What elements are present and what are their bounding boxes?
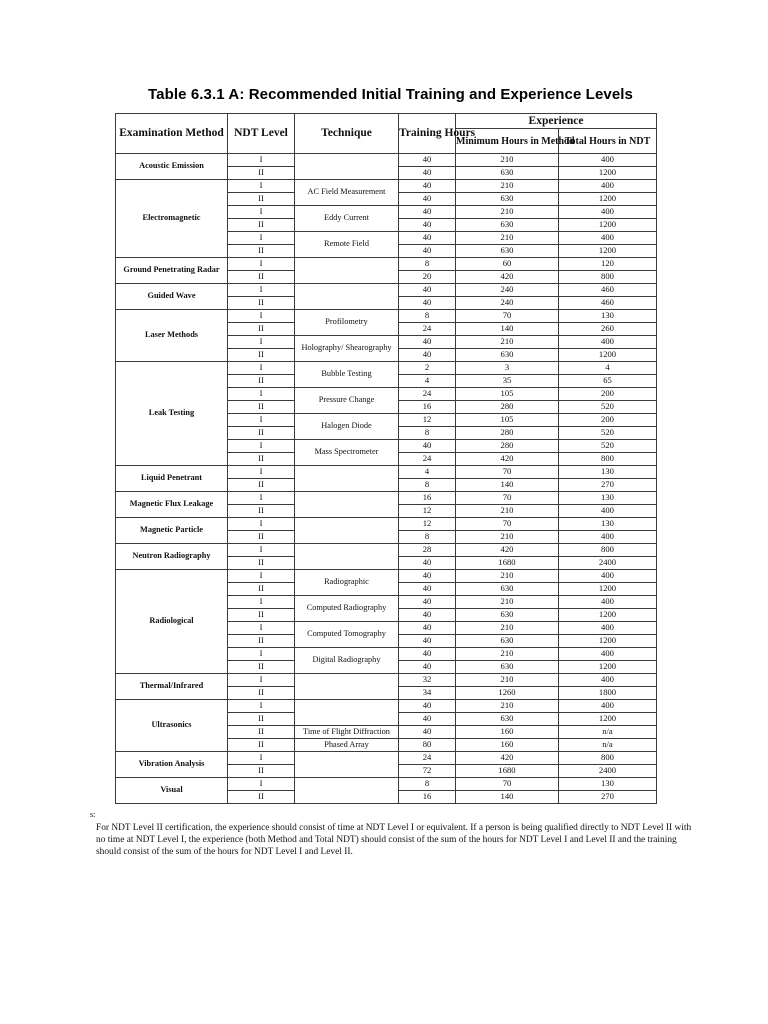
ndt-level-cell: I bbox=[228, 622, 295, 635]
total-hours-cell: 65 bbox=[559, 375, 657, 388]
examination-method-cell: Magnetic Particle bbox=[116, 518, 228, 544]
notes-text: For NDT Level II certification, the experience should consist of time at NDT Level I or equivalent. If a person is being qualified directly to NDT Level II with no time at NDT Level I, the experience (both Method and Total NDT) should consist of the sum of the hours for NDT Level I and Level II and the training should consist of the sum of the hours for NDT Level I and Level II. bbox=[96, 823, 692, 858]
minimum-hours-cell: 70 bbox=[456, 466, 559, 479]
total-hours-cell: 1200 bbox=[559, 661, 657, 674]
technique-cell: Computed Tomography bbox=[295, 622, 399, 648]
technique-cell-empty bbox=[295, 778, 399, 804]
total-hours-cell: n/a bbox=[559, 726, 657, 739]
examination-method-cell: Radiological bbox=[116, 570, 228, 674]
training-hours-cell: 40 bbox=[399, 245, 456, 258]
minimum-hours-cell: 160 bbox=[456, 739, 559, 752]
training-hours-cell: 40 bbox=[399, 336, 456, 349]
training-hours-cell: 40 bbox=[399, 622, 456, 635]
table-body bbox=[116, 154, 657, 804]
total-hours-cell: 520 bbox=[559, 440, 657, 453]
training-hours-cell: 40 bbox=[399, 609, 456, 622]
ndt-level-cell: I bbox=[228, 440, 295, 453]
minimum-hours-cell: 210 bbox=[456, 336, 559, 349]
table-row bbox=[116, 674, 657, 687]
total-hours-cell: 460 bbox=[559, 284, 657, 297]
total-hours-cell: 1200 bbox=[559, 245, 657, 258]
training-hours-cell: 20 bbox=[399, 271, 456, 284]
minimum-hours-cell: 210 bbox=[456, 232, 559, 245]
training-hours-cell: 16 bbox=[399, 401, 456, 414]
minimum-hours-cell: 210 bbox=[456, 700, 559, 713]
training-hours-cell: 80 bbox=[399, 739, 456, 752]
header-total-hours: Total Hours in NDT bbox=[559, 129, 657, 154]
minimum-hours-cell: 210 bbox=[456, 648, 559, 661]
total-hours-cell: 270 bbox=[559, 479, 657, 492]
ndt-level-cell: I bbox=[228, 362, 295, 375]
training-hours-cell: 40 bbox=[399, 180, 456, 193]
ndt-level-cell: I bbox=[228, 232, 295, 245]
training-hours-cell: 40 bbox=[399, 440, 456, 453]
ndt-level-cell: II bbox=[228, 219, 295, 232]
table-row bbox=[116, 700, 657, 713]
technique-cell-empty bbox=[295, 674, 399, 700]
minimum-hours-cell: 240 bbox=[456, 297, 559, 310]
minimum-hours-cell: 70 bbox=[456, 518, 559, 531]
training-hours-cell: 2 bbox=[399, 362, 456, 375]
table-row bbox=[116, 518, 657, 531]
minimum-hours-cell: 210 bbox=[456, 154, 559, 167]
training-hours-cell: 8 bbox=[399, 531, 456, 544]
total-hours-cell: 130 bbox=[559, 778, 657, 791]
examination-method-cell: Vibration Analysis bbox=[116, 752, 228, 778]
minimum-hours-cell: 420 bbox=[456, 271, 559, 284]
total-hours-cell: 400 bbox=[559, 531, 657, 544]
examination-method-cell: Guided Wave bbox=[116, 284, 228, 310]
table-title: Table 6.3.1 A: Recommended Initial Training and Experience Levels bbox=[148, 86, 633, 103]
header-minimum-hours: Minimum Hours in Method bbox=[456, 129, 559, 154]
minimum-hours-cell: 70 bbox=[456, 492, 559, 505]
header-examination-method: Examination Method bbox=[116, 114, 228, 154]
total-hours-cell: 130 bbox=[559, 466, 657, 479]
table-row bbox=[116, 258, 657, 271]
minimum-hours-cell: 630 bbox=[456, 713, 559, 726]
ndt-level-cell: II bbox=[228, 791, 295, 804]
minimum-hours-cell: 140 bbox=[456, 791, 559, 804]
ndt-level-cell: II bbox=[228, 479, 295, 492]
header-experience: Experience bbox=[456, 114, 657, 129]
training-hours-cell: 8 bbox=[399, 427, 456, 440]
training-hours-cell: 40 bbox=[399, 570, 456, 583]
training-hours-cell: 24 bbox=[399, 752, 456, 765]
table-row bbox=[116, 180, 657, 193]
ndt-level-cell: II bbox=[228, 726, 295, 739]
training-hours-cell: 40 bbox=[399, 219, 456, 232]
examination-method-cell: Liquid Penetrant bbox=[116, 466, 228, 492]
header-ndt-level: NDT Level bbox=[228, 114, 295, 154]
ndt-level-cell: II bbox=[228, 505, 295, 518]
total-hours-cell: 130 bbox=[559, 310, 657, 323]
examination-method-cell: Electromagnetic bbox=[116, 180, 228, 258]
technique-cell-empty bbox=[295, 752, 399, 778]
examination-method-cell: Magnetic Flux Leakage bbox=[116, 492, 228, 518]
training-hours-cell: 40 bbox=[399, 206, 456, 219]
training-hours-cell: 24 bbox=[399, 388, 456, 401]
ndt-level-cell: II bbox=[228, 687, 295, 700]
minimum-hours-cell: 210 bbox=[456, 596, 559, 609]
total-hours-cell: n/a bbox=[559, 739, 657, 752]
training-hours-cell: 34 bbox=[399, 687, 456, 700]
technique-cell: Pressure Change bbox=[295, 388, 399, 414]
ndt-level-cell: I bbox=[228, 154, 295, 167]
ndt-level-cell: II bbox=[228, 427, 295, 440]
examination-method-cell: Acoustic Emission bbox=[116, 154, 228, 180]
total-hours-cell: 1200 bbox=[559, 167, 657, 180]
minimum-hours-cell: 630 bbox=[456, 583, 559, 596]
table-row bbox=[116, 492, 657, 505]
ndt-level-cell: I bbox=[228, 544, 295, 557]
training-hours-cell: 40 bbox=[399, 284, 456, 297]
total-hours-cell: 400 bbox=[559, 622, 657, 635]
header-training-hours: Training Hours bbox=[399, 114, 456, 154]
minimum-hours-cell: 60 bbox=[456, 258, 559, 271]
total-hours-cell: 400 bbox=[559, 505, 657, 518]
total-hours-cell: 800 bbox=[559, 271, 657, 284]
minimum-hours-cell: 630 bbox=[456, 167, 559, 180]
total-hours-cell: 400 bbox=[559, 336, 657, 349]
minimum-hours-cell: 240 bbox=[456, 284, 559, 297]
table-row bbox=[116, 778, 657, 791]
ndt-level-cell: I bbox=[228, 778, 295, 791]
table-row bbox=[116, 310, 657, 323]
total-hours-cell: 800 bbox=[559, 544, 657, 557]
training-hours-cell: 40 bbox=[399, 713, 456, 726]
ndt-level-cell: I bbox=[228, 596, 295, 609]
examination-method-cell: Ultrasonics bbox=[116, 700, 228, 752]
total-hours-cell: 1200 bbox=[559, 713, 657, 726]
table-row bbox=[116, 154, 657, 167]
total-hours-cell: 130 bbox=[559, 518, 657, 531]
total-hours-cell: 1800 bbox=[559, 687, 657, 700]
total-hours-cell: 460 bbox=[559, 297, 657, 310]
training-hours-cell: 40 bbox=[399, 648, 456, 661]
training-hours-cell: 40 bbox=[399, 596, 456, 609]
examination-method-cell: Laser Methods bbox=[116, 310, 228, 362]
technique-cell: Eddy Current bbox=[295, 206, 399, 232]
minimum-hours-cell: 210 bbox=[456, 180, 559, 193]
ndt-level-cell: I bbox=[228, 648, 295, 661]
training-hours-cell: 16 bbox=[399, 791, 456, 804]
training-hours-cell: 4 bbox=[399, 375, 456, 388]
training-hours-cell: 40 bbox=[399, 232, 456, 245]
minimum-hours-cell: 420 bbox=[456, 453, 559, 466]
total-hours-cell: 400 bbox=[559, 232, 657, 245]
total-hours-cell: 4 bbox=[559, 362, 657, 375]
training-hours-cell: 72 bbox=[399, 765, 456, 778]
training-hours-cell: 8 bbox=[399, 778, 456, 791]
training-hours-cell: 40 bbox=[399, 167, 456, 180]
ndt-level-cell: II bbox=[228, 765, 295, 778]
ndt-level-cell: II bbox=[228, 609, 295, 622]
ndt-level-cell: II bbox=[228, 245, 295, 258]
ndt-level-cell: II bbox=[228, 557, 295, 570]
technique-cell-empty bbox=[295, 518, 399, 544]
ndt-level-cell: II bbox=[228, 713, 295, 726]
technique-cell: Remote Field bbox=[295, 232, 399, 258]
ndt-level-cell: I bbox=[228, 388, 295, 401]
training-hours-cell: 32 bbox=[399, 674, 456, 687]
technique-cell-empty bbox=[295, 492, 399, 518]
total-hours-cell: 400 bbox=[559, 674, 657, 687]
training-hours-cell: 40 bbox=[399, 557, 456, 570]
total-hours-cell: 200 bbox=[559, 414, 657, 427]
total-hours-cell: 130 bbox=[559, 492, 657, 505]
technique-cell: Profilometry bbox=[295, 310, 399, 336]
training-experience-table bbox=[115, 113, 657, 804]
technique-cell: Bubble Testing bbox=[295, 362, 399, 388]
total-hours-cell: 400 bbox=[559, 154, 657, 167]
ndt-level-cell: II bbox=[228, 297, 295, 310]
training-hours-cell: 40 bbox=[399, 193, 456, 206]
minimum-hours-cell: 35 bbox=[456, 375, 559, 388]
minimum-hours-cell: 630 bbox=[456, 219, 559, 232]
ndt-level-cell: I bbox=[228, 752, 295, 765]
technique-cell-empty bbox=[295, 466, 399, 492]
minimum-hours-cell: 210 bbox=[456, 531, 559, 544]
training-hours-cell: 40 bbox=[399, 700, 456, 713]
total-hours-cell: 400 bbox=[559, 180, 657, 193]
total-hours-cell: 400 bbox=[559, 700, 657, 713]
ndt-level-cell: I bbox=[228, 700, 295, 713]
examination-method-cell: Leak Testing bbox=[116, 362, 228, 466]
total-hours-cell: 1200 bbox=[559, 635, 657, 648]
table-row bbox=[116, 544, 657, 557]
total-hours-cell: 520 bbox=[559, 401, 657, 414]
ndt-level-cell: II bbox=[228, 349, 295, 362]
ndt-level-cell: II bbox=[228, 401, 295, 414]
total-hours-cell: 520 bbox=[559, 427, 657, 440]
minimum-hours-cell: 210 bbox=[456, 622, 559, 635]
minimum-hours-cell: 140 bbox=[456, 479, 559, 492]
training-hours-cell: 8 bbox=[399, 258, 456, 271]
examination-method-cell: Ground Penetrating Radar bbox=[116, 258, 228, 284]
ndt-level-cell: II bbox=[228, 583, 295, 596]
minimum-hours-cell: 280 bbox=[456, 440, 559, 453]
technique-cell: Mass Spectrometer bbox=[295, 440, 399, 466]
minimum-hours-cell: 630 bbox=[456, 609, 559, 622]
ndt-level-cell: II bbox=[228, 661, 295, 674]
ndt-level-cell: II bbox=[228, 635, 295, 648]
notes-label: s: bbox=[90, 810, 96, 819]
total-hours-cell: 2400 bbox=[559, 557, 657, 570]
training-hours-cell: 40 bbox=[399, 726, 456, 739]
header-technique: Technique bbox=[295, 114, 399, 154]
minimum-hours-cell: 105 bbox=[456, 388, 559, 401]
table-row bbox=[116, 284, 657, 297]
total-hours-cell: 200 bbox=[559, 388, 657, 401]
ndt-level-cell: I bbox=[228, 258, 295, 271]
minimum-hours-cell: 210 bbox=[456, 505, 559, 518]
minimum-hours-cell: 70 bbox=[456, 778, 559, 791]
training-hours-cell: 40 bbox=[399, 349, 456, 362]
technique-cell-empty bbox=[295, 284, 399, 310]
ndt-level-cell: I bbox=[228, 414, 295, 427]
minimum-hours-cell: 1680 bbox=[456, 557, 559, 570]
total-hours-cell: 260 bbox=[559, 323, 657, 336]
minimum-hours-cell: 210 bbox=[456, 674, 559, 687]
ndt-level-cell: II bbox=[228, 531, 295, 544]
minimum-hours-cell: 160 bbox=[456, 726, 559, 739]
technique-cell-empty bbox=[295, 544, 399, 570]
training-hours-cell: 28 bbox=[399, 544, 456, 557]
minimum-hours-cell: 280 bbox=[456, 427, 559, 440]
table-row bbox=[116, 570, 657, 583]
technique-cell-empty bbox=[295, 700, 399, 726]
table-row bbox=[116, 466, 657, 479]
training-hours-cell: 8 bbox=[399, 310, 456, 323]
minimum-hours-cell: 630 bbox=[456, 193, 559, 206]
training-hours-cell: 8 bbox=[399, 479, 456, 492]
total-hours-cell: 270 bbox=[559, 791, 657, 804]
minimum-hours-cell: 105 bbox=[456, 414, 559, 427]
ndt-level-cell: I bbox=[228, 284, 295, 297]
training-hours-cell: 40 bbox=[399, 583, 456, 596]
training-hours-cell: 12 bbox=[399, 518, 456, 531]
technique-cell: Holography/ Shearography bbox=[295, 336, 399, 362]
ndt-level-cell: II bbox=[228, 375, 295, 388]
minimum-hours-cell: 630 bbox=[456, 661, 559, 674]
ndt-level-cell: I bbox=[228, 466, 295, 479]
training-hours-cell: 12 bbox=[399, 505, 456, 518]
total-hours-cell: 1200 bbox=[559, 349, 657, 362]
table-row bbox=[116, 752, 657, 765]
total-hours-cell: 1200 bbox=[559, 609, 657, 622]
minimum-hours-cell: 140 bbox=[456, 323, 559, 336]
total-hours-cell: 400 bbox=[559, 206, 657, 219]
minimum-hours-cell: 210 bbox=[456, 206, 559, 219]
minimum-hours-cell: 630 bbox=[456, 635, 559, 648]
technique-cell-empty bbox=[295, 258, 399, 284]
technique-cell: Computed Radiography bbox=[295, 596, 399, 622]
table-row bbox=[116, 362, 657, 375]
total-hours-cell: 400 bbox=[559, 596, 657, 609]
technique-cell-empty bbox=[295, 154, 399, 180]
training-hours-cell: 40 bbox=[399, 635, 456, 648]
examination-method-cell: Thermal/Infrared bbox=[116, 674, 228, 700]
training-hours-cell: 24 bbox=[399, 453, 456, 466]
training-hours-cell: 40 bbox=[399, 297, 456, 310]
training-hours-cell: 40 bbox=[399, 661, 456, 674]
ndt-level-cell: I bbox=[228, 336, 295, 349]
total-hours-cell: 1200 bbox=[559, 219, 657, 232]
ndt-level-cell: II bbox=[228, 323, 295, 336]
ndt-level-cell: I bbox=[228, 674, 295, 687]
minimum-hours-cell: 3 bbox=[456, 362, 559, 375]
technique-cell: Halogen Diode bbox=[295, 414, 399, 440]
ndt-level-cell: I bbox=[228, 518, 295, 531]
minimum-hours-cell: 1680 bbox=[456, 765, 559, 778]
ndt-level-cell: I bbox=[228, 492, 295, 505]
ndt-level-cell: II bbox=[228, 739, 295, 752]
total-hours-cell: 1200 bbox=[559, 193, 657, 206]
ndt-level-cell: I bbox=[228, 570, 295, 583]
total-hours-cell: 400 bbox=[559, 648, 657, 661]
total-hours-cell: 2400 bbox=[559, 765, 657, 778]
examination-method-cell: Neutron Radiography bbox=[116, 544, 228, 570]
minimum-hours-cell: 70 bbox=[456, 310, 559, 323]
technique-cell: Digital Radiography bbox=[295, 648, 399, 674]
minimum-hours-cell: 630 bbox=[456, 245, 559, 258]
training-hours-cell: 12 bbox=[399, 414, 456, 427]
total-hours-cell: 1200 bbox=[559, 583, 657, 596]
total-hours-cell: 400 bbox=[559, 570, 657, 583]
training-hours-cell: 40 bbox=[399, 154, 456, 167]
ndt-level-cell: II bbox=[228, 271, 295, 284]
technique-cell: Phased Array bbox=[295, 739, 399, 752]
ndt-level-cell: II bbox=[228, 453, 295, 466]
ndt-level-cell: I bbox=[228, 180, 295, 193]
training-hours-cell: 4 bbox=[399, 466, 456, 479]
notes-section bbox=[90, 810, 696, 859]
minimum-hours-cell: 630 bbox=[456, 349, 559, 362]
ndt-level-cell: I bbox=[228, 206, 295, 219]
minimum-hours-cell: 210 bbox=[456, 570, 559, 583]
total-hours-cell: 800 bbox=[559, 453, 657, 466]
training-table-container bbox=[115, 113, 656, 804]
technique-cell: AC Field Measurement bbox=[295, 180, 399, 206]
ndt-level-cell: II bbox=[228, 193, 295, 206]
training-hours-cell: 24 bbox=[399, 323, 456, 336]
technique-cell: Radiographic bbox=[295, 570, 399, 596]
minimum-hours-cell: 420 bbox=[456, 752, 559, 765]
minimum-hours-cell: 280 bbox=[456, 401, 559, 414]
ndt-level-cell: I bbox=[228, 310, 295, 323]
ndt-level-cell: II bbox=[228, 167, 295, 180]
minimum-hours-cell: 1260 bbox=[456, 687, 559, 700]
technique-cell: Time of Flight Diffraction bbox=[295, 726, 399, 739]
minimum-hours-cell: 420 bbox=[456, 544, 559, 557]
examination-method-cell: Visual bbox=[116, 778, 228, 804]
training-hours-cell: 16 bbox=[399, 492, 456, 505]
total-hours-cell: 120 bbox=[559, 258, 657, 271]
total-hours-cell: 800 bbox=[559, 752, 657, 765]
